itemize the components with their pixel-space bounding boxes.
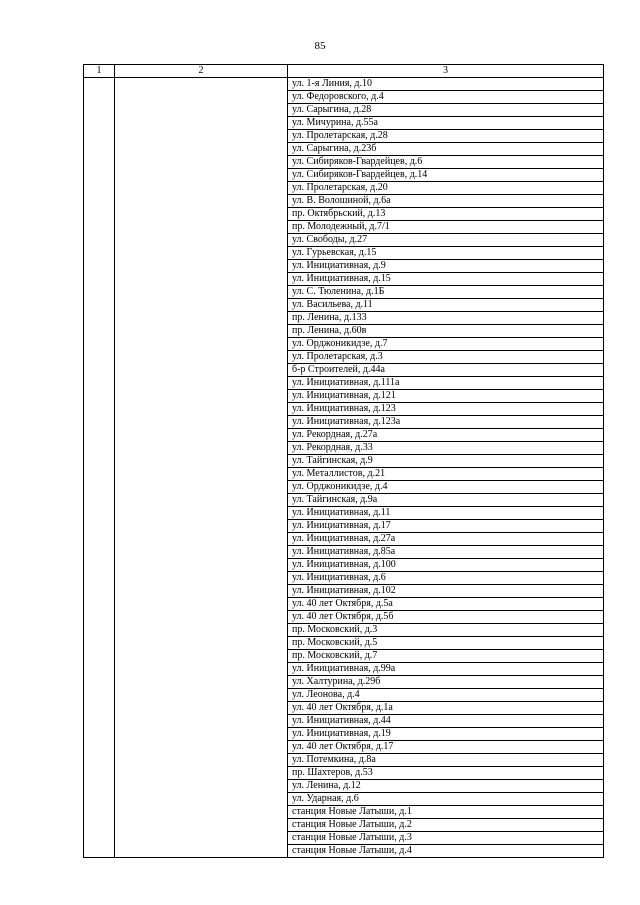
address-cell: ул. Пролетарская, д.3: [288, 351, 604, 364]
address-cell: ул. 40 лет Октября, д.17: [288, 741, 604, 754]
address-cell: пр. Ленина, д.60в: [288, 325, 604, 338]
address-cell: станция Новые Латыши, д.4: [288, 845, 604, 858]
address-cell: станция Новые Латыши, д.3: [288, 832, 604, 845]
header-col-1: 1: [84, 65, 115, 78]
address-cell: ул. Сарыгина, д.23б: [288, 143, 604, 156]
address-cell: ул. Потемкина, д.8а: [288, 754, 604, 767]
address-cell: ул. Металлистов, д.21: [288, 468, 604, 481]
address-cell: ул. Федоровского, д.4: [288, 91, 604, 104]
address-cell: ул. Рекордная, д.33: [288, 442, 604, 455]
header-col-2: 2: [115, 65, 288, 78]
address-cell: ул. Ленина, д.12: [288, 780, 604, 793]
address-cell: пр. Ленина, д.133: [288, 312, 604, 325]
address-cell: ул. Инициативная, д.19: [288, 728, 604, 741]
address-cell: ул. Инициативная, д.6: [288, 572, 604, 585]
address-cell: б-р Строителей, д.44а: [288, 364, 604, 377]
address-cell: ул. Халтурина, д.29б: [288, 676, 604, 689]
table-row: [84, 78, 604, 91]
address-cell: пр. Молодежный, д.7/1: [288, 221, 604, 234]
page-number: 85: [314, 40, 326, 52]
address-cell: ул. Леонова, д.4: [288, 689, 604, 702]
address-cell: ул. С. Тюленина, д.1Б: [288, 286, 604, 299]
address-cell: ул. 1-я Линия, д.10: [288, 78, 604, 91]
table-header-row: [84, 65, 604, 78]
address-cell: ул. Инициативная, д.85а: [288, 546, 604, 559]
address-cell: ул. Инициативная, д.27а: [288, 533, 604, 546]
address-cell: станция Новые Латыши, д.1: [288, 806, 604, 819]
address-cell: ул. Свободы, д.27: [288, 234, 604, 247]
address-cell: ул. 40 лет Октября, д.1а: [288, 702, 604, 715]
address-cell: ул. Пролетарская, д.28: [288, 130, 604, 143]
address-cell: ул. Инициативная, д.9: [288, 260, 604, 273]
col-2-merged-cell: [115, 78, 288, 858]
address-cell: пр. Московский, д.7: [288, 650, 604, 663]
col-1-merged-cell: [84, 78, 115, 858]
address-cell: ул. Орджоникидзе, д.4: [288, 481, 604, 494]
address-cell: ул. Сарыгина, д.28: [288, 104, 604, 117]
address-cell: ул. Инициативная, д.17: [288, 520, 604, 533]
address-cell: пр. Московский, д.5: [288, 637, 604, 650]
address-cell: пр. Московский, д.3: [288, 624, 604, 637]
address-cell: ул. Инициативная, д.121: [288, 390, 604, 403]
address-cell: ул. Ударная, д.6: [288, 793, 604, 806]
address-cell: ул. Инициативная, д.123: [288, 403, 604, 416]
address-cell: ул. Сибиряков-Гвардейцев, д.14: [288, 169, 604, 182]
address-cell: ул. Инициативная, д.15: [288, 273, 604, 286]
address-cell: ул. Васильева, д.11: [288, 299, 604, 312]
address-cell: ул. Инициативная, д.44: [288, 715, 604, 728]
address-cell: ул. Пролетарская, д.20: [288, 182, 604, 195]
address-cell: ул. Сибиряков-Гвардейцев, д.6: [288, 156, 604, 169]
address-cell: ул. Инициативная, д.11: [288, 507, 604, 520]
address-cell: ул. Гурьевская, д.15: [288, 247, 604, 260]
address-table: [83, 64, 604, 858]
address-cell: ул. Инициативная, д.100: [288, 559, 604, 572]
address-cell: ул. 40 лет Октября, д.5а: [288, 598, 604, 611]
address-cell: пр. Шахтеров, д.53: [288, 767, 604, 780]
address-cell: ул. В. Волошиной, д.6а: [288, 195, 604, 208]
address-cell: ул. 40 лет Октября, д.5б: [288, 611, 604, 624]
address-cell: ул. Инициативная, д.99а: [288, 663, 604, 676]
address-cell: ул. Инициативная, д.102: [288, 585, 604, 598]
address-cell: станция Новые Латыши, д.2: [288, 819, 604, 832]
address-cell: ул. Орджоникидзе, д.7: [288, 338, 604, 351]
address-cell: ул. Мичурина, д.55а: [288, 117, 604, 130]
address-cell: ул. Инициативная, д.123а: [288, 416, 604, 429]
address-cell: ул. Инициативная, д.111а: [288, 377, 604, 390]
address-cell: ул. Тайгинская, д.9: [288, 455, 604, 468]
header-col-3: 3: [288, 65, 604, 78]
table-body: [84, 78, 604, 858]
address-cell: ул. Рекордная, д.27а: [288, 429, 604, 442]
address-cell: ул. Тайгинская, д.9а: [288, 494, 604, 507]
address-cell: пр. Октябрьский, д.13: [288, 208, 604, 221]
